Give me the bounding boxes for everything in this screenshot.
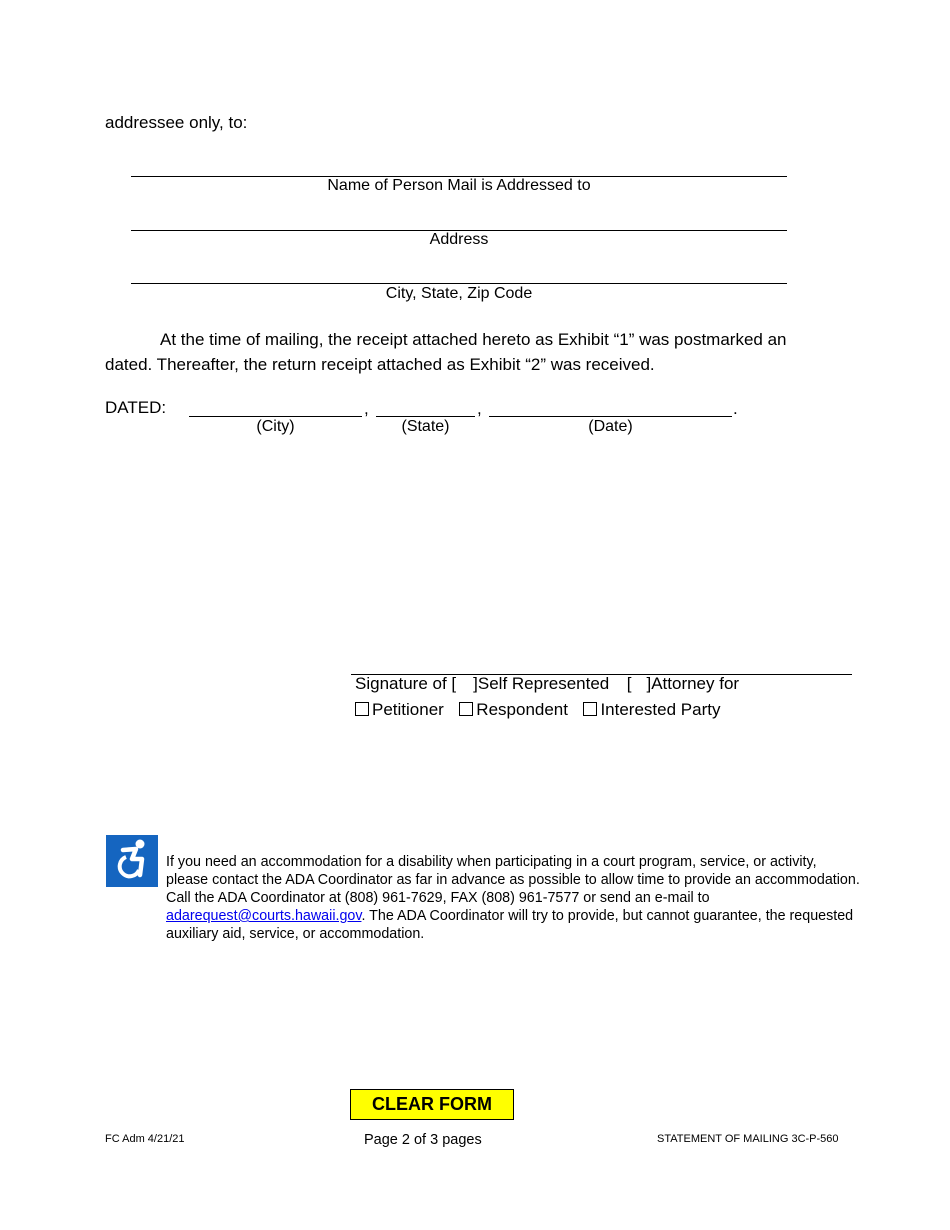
- intro-text: addressee only, to:: [105, 113, 248, 132]
- form-title: STATEMENT OF MAILING 3C-P-560: [657, 1133, 839, 1145]
- paragraph-line-1: At the time of mailing, the receipt attached hereto as Exhibit “1” was postmarked an: [160, 330, 787, 349]
- respondent-label: Respondent: [476, 700, 568, 719]
- accessibility-icon: [106, 835, 158, 887]
- ada-line-4: [166, 907, 936, 925]
- signature-role-row: [355, 674, 739, 694]
- dated-date-field[interactable]: [489, 398, 732, 417]
- name-label: Name of Person Mail is Addressed to: [327, 177, 591, 194]
- city-state-zip-label: City, State, Zip Code: [385, 285, 533, 302]
- self-represented-bracket-close[interactable]: ]: [473, 674, 478, 693]
- wheelchair-icon: [106, 835, 158, 887]
- interested-party-label: Interested Party: [600, 700, 721, 719]
- self-represented-bracket-open[interactable]: [: [451, 674, 457, 693]
- ada-line-4-rest: . The ADA Coordinator will try to provide, but cannot guarantee, the requested: [361, 908, 854, 924]
- ada-line-5: auxiliary aid, service, or accommodation.: [166, 926, 425, 942]
- address-label: Address: [429, 231, 489, 248]
- dated-state-field[interactable]: [376, 398, 475, 417]
- clear-form-button[interactable]: CLEAR FORM: [350, 1089, 514, 1120]
- petitioner-label: Petitioner: [372, 700, 444, 719]
- party-row: [355, 700, 720, 720]
- attorney-for-label: Attorney for: [651, 674, 740, 693]
- paragraph-line-2: dated. Thereafter, the return receipt attached as Exhibit “2” was received.: [105, 355, 655, 374]
- ada-notice: [166, 853, 936, 943]
- signature-of-label: Signature of: [355, 674, 447, 693]
- dated-city-label: (City): [256, 418, 295, 435]
- dated-comma-2: ,: [477, 399, 482, 418]
- ada-email-link[interactable]: adarequest@courts.hawaii.gov: [166, 908, 362, 924]
- form-code: FC Adm 4/21/21: [105, 1133, 185, 1145]
- attorney-bracket-open[interactable]: [: [626, 674, 632, 693]
- page-number: Page 2 of 3 pages: [364, 1132, 482, 1148]
- ada-line-1: If you need an accommodation for a disability when participating in a court program, service, or activity,: [166, 854, 817, 870]
- self-represented-label: Self Represented: [477, 674, 610, 693]
- interested-party-checkbox[interactable]: [583, 702, 597, 716]
- dated-label: DATED:: [105, 398, 167, 417]
- petitioner-checkbox[interactable]: [355, 702, 369, 716]
- attorney-bracket-close[interactable]: ]: [646, 674, 652, 693]
- dated-comma-1: ,: [364, 399, 369, 418]
- dated-period: .: [733, 399, 738, 418]
- respondent-checkbox[interactable]: [459, 702, 473, 716]
- dated-state-label: (State): [401, 418, 450, 435]
- ada-line-3: Call the ADA Coordinator at (808) 961-7629, FAX (808) 961-7577 or send an e-mail to: [166, 890, 710, 906]
- dated-date-label: (Date): [588, 418, 633, 435]
- ada-line-2: please contact the ADA Coordinator as far in advance as possible to allow time to provide an accommodation.: [166, 872, 860, 888]
- dated-city-field[interactable]: [189, 398, 362, 417]
